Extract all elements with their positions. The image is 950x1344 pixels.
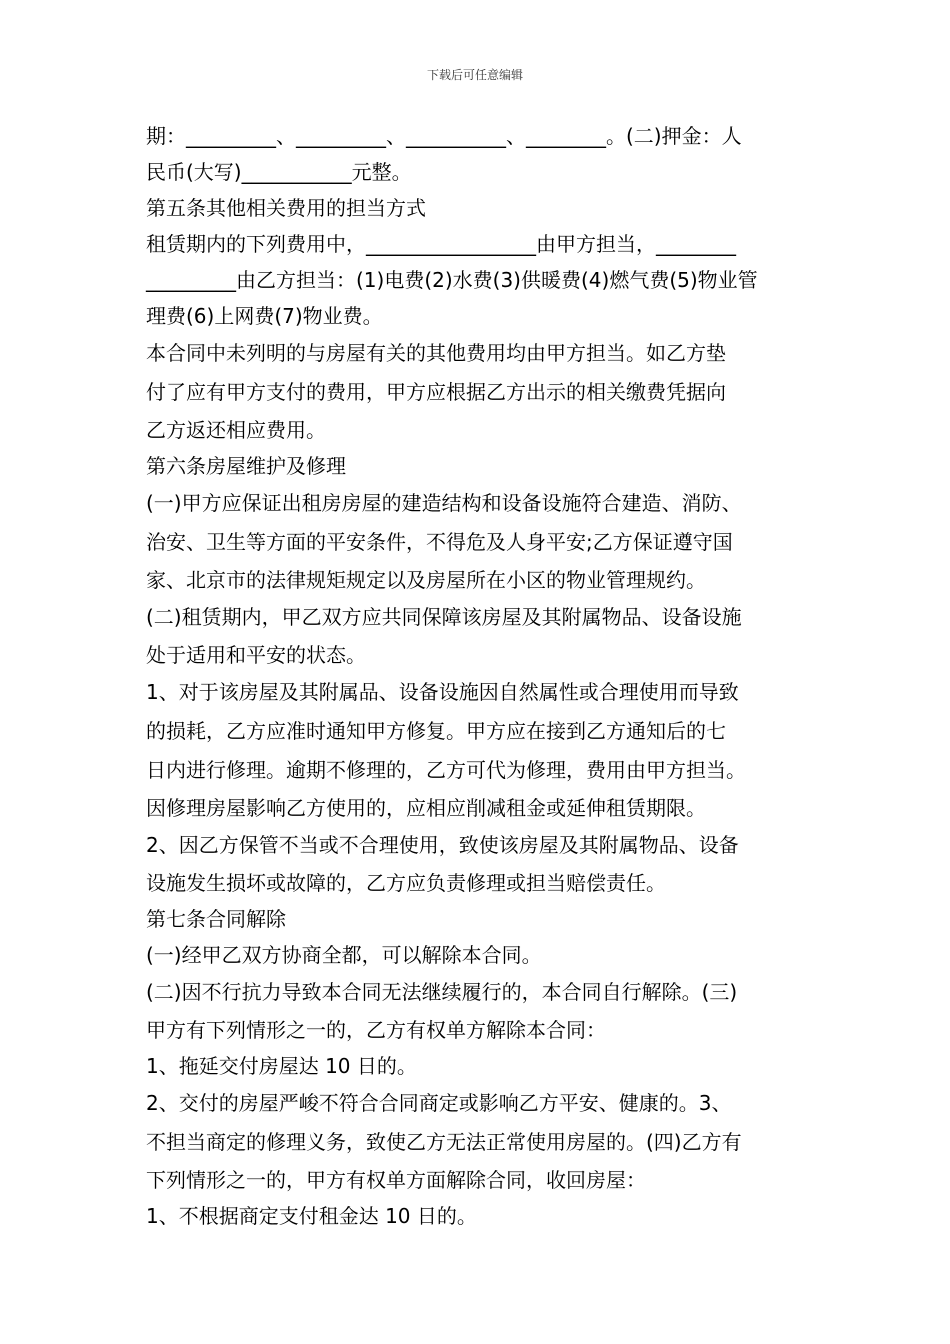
text-line: 设施发生损坏或故障的，乙方应负责修理或担当赔偿责任。 (146, 871, 666, 895)
text-line: 处于适用和平安的状态。 (146, 643, 366, 667)
text-line: 2、因乙方保管不当或不合理使用，致使该房屋及其附属物品、设备 (146, 833, 739, 857)
text-line: 本合同中未列明的与房屋有关的其他费用均由甲方担当。如乙方垫 (146, 341, 726, 365)
text-line: 理费(6)上网费(7)物业费。 (146, 304, 383, 328)
text-line: 下列情形之一的，甲方有权单方面解除合同，收回房屋： (146, 1168, 646, 1192)
text-line: 民币(大写)___________元整。 (146, 160, 412, 184)
document-body (146, 118, 814, 1234)
text-line: (一)甲方应保证出租房房屋的建造结构和设备设施符合建造、消防、 (146, 491, 742, 515)
text-line: 1、不根据商定支付租金达 10 日的。 (146, 1204, 477, 1228)
text-line: 1、对于该房屋及其附属品、设备设施因自然属性或合理使用而导致 (146, 680, 739, 704)
text-line: 日内进行修理。逾期不修理的，乙方可代为修理，费用由甲方担当。 (146, 758, 746, 782)
text-line: (一)经甲乙双方协商全都，可以解除本合同。 (146, 943, 542, 967)
text-line: 不担当商定的修理义务，致使乙方无法正常使用房屋的。(四)乙方有 (146, 1130, 742, 1154)
text-line: 1、拖延交付房屋达 10 日的。 (146, 1054, 417, 1078)
text-line: (二)因不行抗力导致本合同无法继续履行的，本合同自行解除。(三) (146, 980, 738, 1004)
text-line: 2、交付的房屋严峻不符合合同商定或影响乙方平安、健康的。3、 (146, 1091, 732, 1115)
text-line: 期：_________、_________、__________、________。(二)押金：人 (146, 124, 742, 148)
text-line: 甲方有下列情形之一的，乙方有权单方解除本合同： (146, 1018, 606, 1042)
section-heading: 第六条房屋维护及修理 (146, 454, 346, 478)
text-line: 乙方返还相应费用。 (146, 418, 326, 442)
text-line: 付了应有甲方支付的费用，甲方应根据乙方出示的相关缴费凭据向 (146, 380, 726, 404)
text-line: _________由乙方担当：(1)电费(2)水费(3)供暖费(4)燃气费(5)物业管 (146, 268, 758, 292)
text-line: 租赁期内的下列费用中，_________________由甲方担当，________ (146, 232, 736, 256)
section-heading: 第七条合同解除 (146, 907, 286, 931)
text-line: 因修理房屋影响乙方使用的，应相应削减租金或延伸租赁期限。 (146, 796, 706, 820)
text-line: (二)租赁期内，甲乙双方应共同保障该房屋及其附属物品、设备设施 (146, 605, 742, 629)
section-heading: 第五条其他相关费用的担当方式 (146, 196, 426, 220)
text-line: 治安、卫生等方面的平安条件，不得危及人身平安;乙方保证遵守国 (146, 530, 733, 554)
text-line: 的损耗，乙方应准时通知甲方修复。甲方应在接到乙方通知后的七 (146, 719, 726, 743)
page-header-note: 下载后可任意编辑 (426, 68, 523, 82)
text-line: 家、北京市的法律规矩规定以及房屋所在小区的物业管理规约。 (146, 568, 706, 592)
